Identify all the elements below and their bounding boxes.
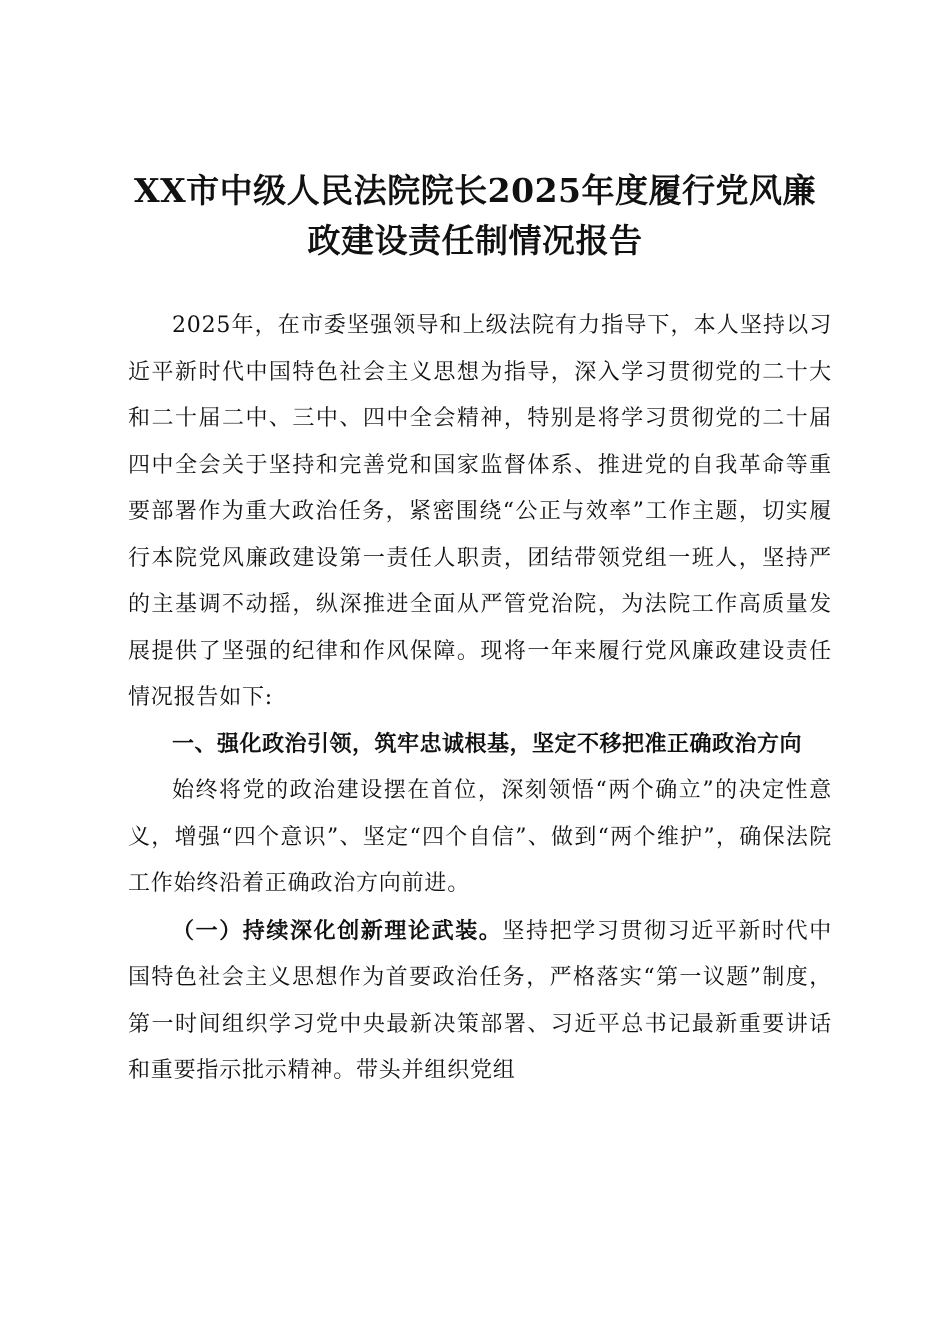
- subsection-1-paragraph: [128, 908, 832, 1095]
- subsection-1-text: 坚持把学习贯彻习近平新时代中国特色社会主义思想作为首要政治任务，严格落实“第一议题”制度，第一时间组织学习党中央最新决策部署、习近平总书记最新重要讲话和重要指示批示精神。带头并组织党组: [128, 918, 833, 1083]
- document-title: [100, 166, 850, 266]
- section-1-paragraph: 始终将党的政治建设摆在首位，深刻领悟“两个确立”的决定性意义，增强“四个意识”、坚定“四个自信”、做到“两个维护”，确保法院工作始终沿着正确政治方向前进。: [128, 778, 832, 896]
- document-body: [128, 303, 832, 1095]
- subsection-1-lead: （一）持续深化创新理论武装。: [172, 917, 503, 944]
- title-line-1: XX市中级人民法院院长2025年度履行党风廉: [133, 171, 817, 210]
- title-line-2: 政建设责任制情况报告: [307, 221, 643, 260]
- intro-paragraph: 2025年，在市委坚强领导和上级法院有力指导下，本人坚持以习近平新时代中国特色社会主义思想为指导，深入学习贯彻党的二十大和二十届二中、三中、四中全会精神，特别是将学习贯彻党的二十届四中全会关于坚持和完善党和国家监督体系、推进党的自我革命等重要部署作为重大政治任务，紧密围绕“公正与效率”工作主题，切实履行本院党风廉政建设第一责任人职责，团结带领党组一班人，坚持严的主基调不动摇，纵深推进全面从严管党治院，为法院工作高质量发展提供了坚强的纪律和作风保障。现将一年来履行党风廉政建设责任情况报告如下:: [128, 313, 832, 710]
- section-1-heading: 一、强化政治引领，筑牢忠诚根基，坚定不移把准正确政治方向: [172, 731, 803, 757]
